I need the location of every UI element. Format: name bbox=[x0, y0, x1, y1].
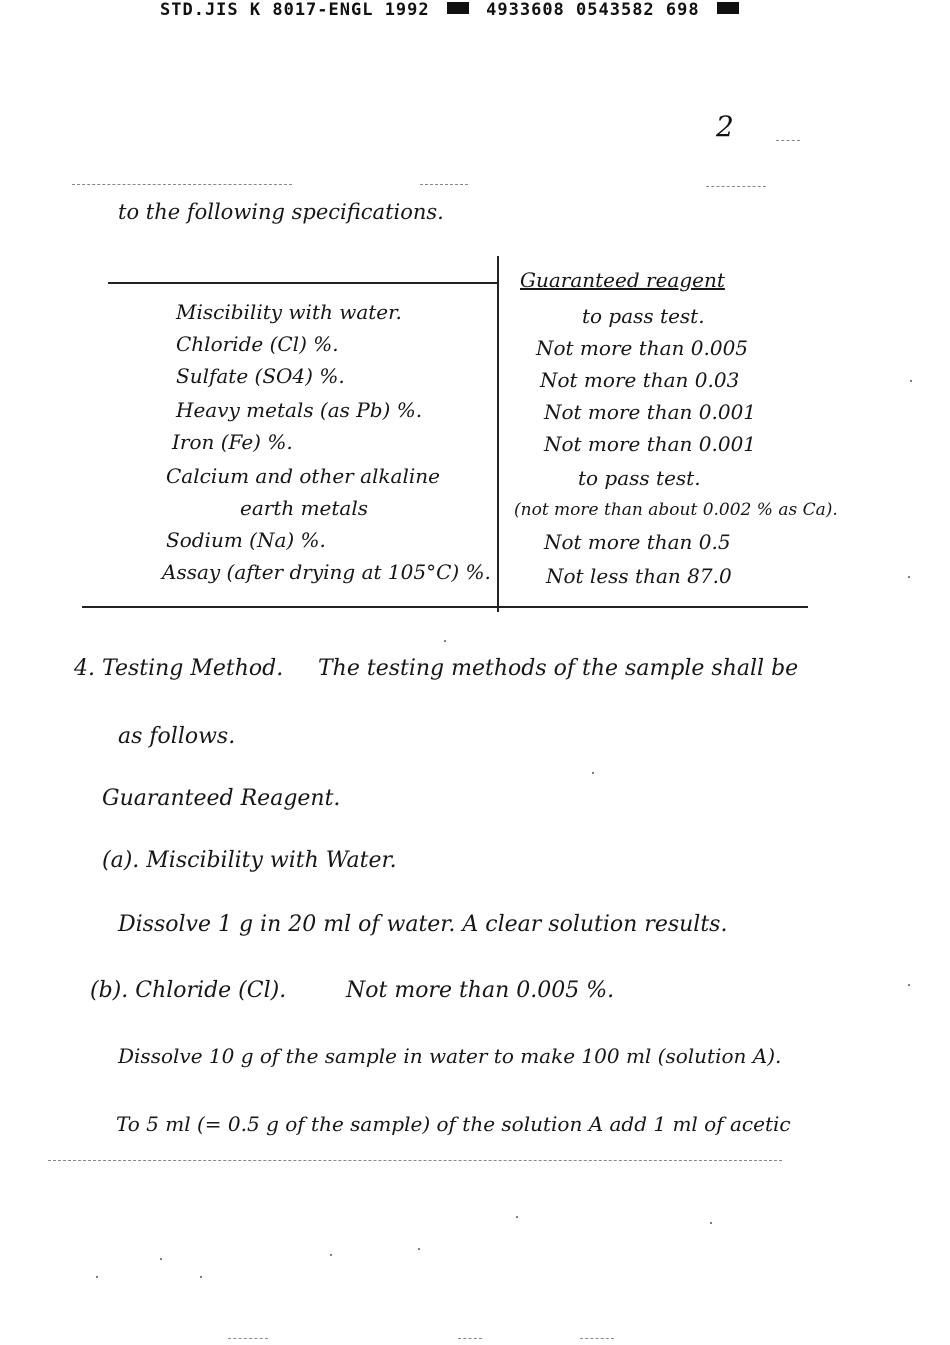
scan-dash bbox=[420, 184, 468, 185]
scan-speck bbox=[908, 576, 910, 578]
table-row-value: Not less than 87.0 bbox=[546, 564, 732, 588]
header-doc-code: STD.JIS K 8017-ENGL 1992 bbox=[160, 0, 430, 20]
subheading: Guaranteed Reagent. bbox=[102, 786, 341, 811]
scan-dash bbox=[580, 1338, 614, 1339]
table-row-value: Not more than 0.001 bbox=[544, 432, 757, 456]
table-row-value: Not more than 0.03 bbox=[540, 368, 740, 392]
scan-dash bbox=[228, 1338, 268, 1339]
scan-speck bbox=[96, 1276, 98, 1278]
table-row-value: Not more than 0.001 bbox=[544, 400, 757, 424]
page-number: 2 bbox=[716, 110, 734, 143]
table-row-item: Calcium and other alkaline bbox=[166, 464, 440, 488]
table-row-item: Heavy metals (as Pb) %. bbox=[176, 398, 423, 422]
scan-speck bbox=[418, 1248, 420, 1250]
table-row-value: Not more than 0.5 bbox=[544, 530, 731, 554]
scan-dash bbox=[458, 1338, 482, 1339]
scan-dash bbox=[706, 186, 766, 187]
scan-dash bbox=[776, 140, 800, 141]
table-top-rule bbox=[108, 282, 498, 284]
scan-speck bbox=[710, 1222, 712, 1224]
scan-speck bbox=[160, 1258, 162, 1260]
item-b-text: To 5 ml (= 0.5 g of the sample) of the solution A add 1 ml of acetic bbox=[116, 1112, 791, 1136]
header-codes: 4933608 0543582 698 bbox=[486, 0, 700, 20]
item-b-text: Dissolve 10 g of the sample in water to make 100 ml (solution A). bbox=[118, 1044, 782, 1068]
table-row-item: earth metals bbox=[240, 496, 369, 520]
table-column-header: Guaranteed reagent bbox=[520, 268, 725, 292]
item-b-spec: Not more than 0.005 %. bbox=[346, 978, 615, 1003]
header-block-mark bbox=[717, 2, 739, 14]
intro-text: to the following specifications. bbox=[118, 200, 444, 224]
item-a-text: Dissolve 1 g in 20 ml of water. A clear solution results. bbox=[118, 912, 728, 937]
item-a-title: (a). Miscibility with Water. bbox=[102, 848, 397, 873]
table-row-item: Miscibility with water. bbox=[176, 300, 402, 324]
table-row-value: (not more than about 0.002 % as Ca). bbox=[514, 500, 838, 520]
scan-speck bbox=[592, 772, 594, 774]
section-text: The testing methods of the sample shall be bbox=[318, 656, 799, 681]
table-bottom-rule bbox=[82, 606, 808, 608]
table-row-value: Not more than 0.005 bbox=[536, 336, 749, 360]
table-row-item: Sodium (Na) %. bbox=[166, 528, 326, 552]
table-column-divider bbox=[497, 256, 499, 612]
scan-speck bbox=[200, 1276, 202, 1278]
document-header bbox=[160, 0, 745, 20]
scan-speck bbox=[908, 984, 910, 986]
table-row-item: Chloride (Cl) %. bbox=[176, 332, 339, 356]
section-title: 4. Testing Method. bbox=[74, 656, 284, 681]
header-block-mark bbox=[447, 2, 469, 14]
item-b-title: (b). Chloride (Cl). bbox=[90, 978, 287, 1003]
scan-speck bbox=[444, 640, 446, 642]
scan-dash bbox=[48, 1160, 782, 1161]
table-row-item: Iron (Fe) %. bbox=[172, 430, 293, 454]
section-text-continued: as follows. bbox=[118, 724, 236, 749]
table-row-item: Assay (after drying at 105°C) %. bbox=[162, 560, 491, 584]
table-row-value: to pass test. bbox=[582, 304, 705, 328]
table-row-value: to pass test. bbox=[578, 466, 701, 490]
scan-speck bbox=[910, 380, 912, 382]
scan-speck bbox=[516, 1216, 518, 1218]
scan-speck bbox=[330, 1254, 332, 1256]
table-row-item: Sulfate (SO4) %. bbox=[176, 364, 345, 388]
scan-dash bbox=[72, 184, 292, 185]
